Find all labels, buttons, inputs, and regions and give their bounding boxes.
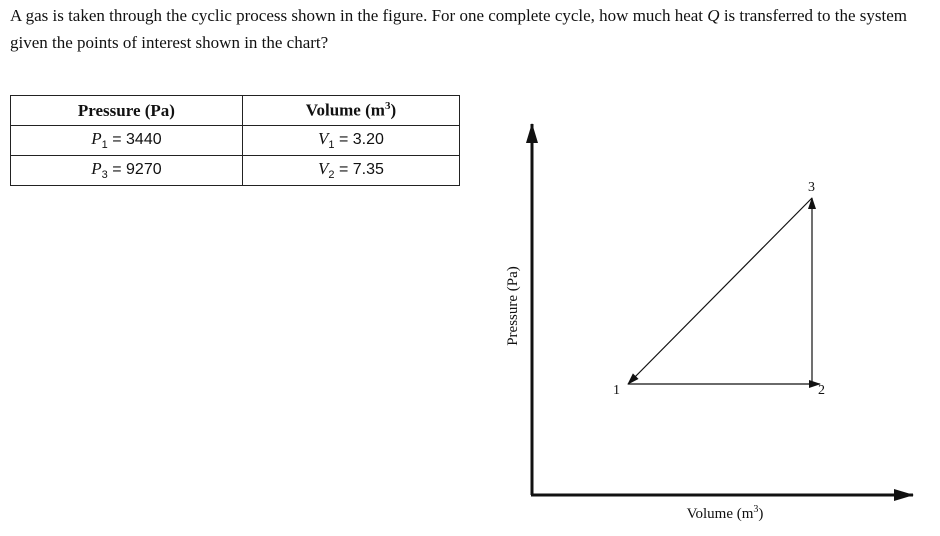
- y-axis-label: Pressure (Pa): [505, 266, 521, 346]
- heat-symbol: Q: [707, 6, 720, 25]
- point-label-1: 1: [613, 383, 620, 398]
- process-3-to-1: [628, 198, 812, 384]
- point-label-2: 2: [818, 383, 825, 398]
- question-part-1: A gas is taken through the cyclic process shown in the figure. For one complete cycle, how much heat: [10, 6, 708, 25]
- pressure-cell-1: $P_1 = 3440$: [11, 126, 243, 156]
- volume-cell-1: $V_1 = 3.20$: [242, 126, 459, 156]
- x-axis-label: Volume $(m^3)$: [686, 504, 764, 522]
- pressure-header: Pressure (Pa): [11, 96, 243, 126]
- volume-header: Volume $(m^3)$: [242, 96, 459, 126]
- pressure-cell-3: $P_3 = 9270$: [11, 156, 243, 186]
- question-part-2: is transferred to the system given the points of interest shown in the chart?: [10, 6, 908, 52]
- point-label-3: 3: [808, 180, 815, 195]
- volume-cell-2: $V_2 = 7.35$: [242, 156, 459, 186]
